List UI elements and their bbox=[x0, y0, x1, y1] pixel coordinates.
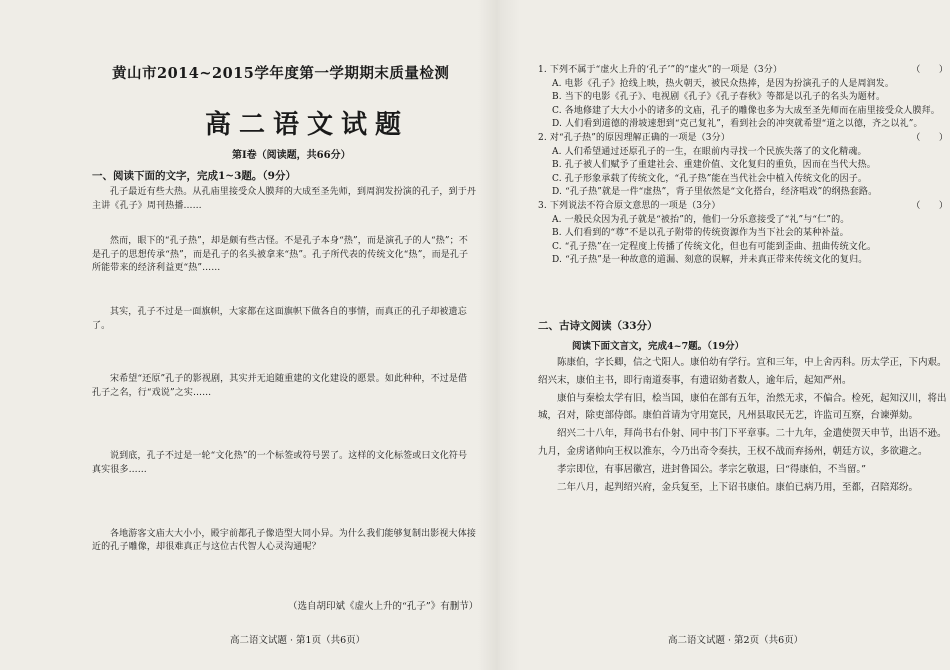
option: C. 各地修建了大大小小的诸多的文庙，孔子的雕像也多为大成至圣先师而在庙里接受众人膜拜。 bbox=[552, 105, 940, 116]
option: A. 一般民众因为孔子就是“被抬”的，他们一分乐意接受了“礼”与“仁”的。 bbox=[552, 214, 850, 225]
paragraph: 其实，孔子不过是一面旗帜，大家都在这面旗帜下做各自的事情，而真正的孔子却被遗忘了。 bbox=[92, 306, 467, 331]
section-heading: 一、阅读下面的文字，完成1~3题。（9分） bbox=[92, 170, 296, 182]
option: D. “孔子热”就是一件“虚热”，背子里依然是“文化搭台，经济唱戏”的纲热套路。 bbox=[552, 187, 878, 198]
paragraph: 二年八月，起判绍兴府，金兵复至，上下诏书康伯。康伯已病乃用，至都，召陪郑纷。 bbox=[557, 481, 919, 493]
page-footer: 高二语文试题 · 第2页（共6页） bbox=[668, 635, 804, 646]
paragraph: 陈康伯，字长卿，信之弋阳人。康伯幼有学行。宣和三年，中上舍丙科。历太学正，下内艰。绍兴末，康伯主书，即行南道奏事，有遗诏劾者数人，逾年后，起知严州。 bbox=[538, 357, 947, 386]
option: C. 孔子形象承载了传统文化，“孔子热”能在当代社会中植入传统文化的因子。 bbox=[552, 173, 868, 184]
option: D. “孔子热”是一种故意的道漏、刻意的误解，并未真正带来传统文化的复归。 bbox=[552, 255, 868, 266]
paragraph: 康伯与秦桧太学有旧，桧当国，康伯在部有五年，治然无求，不偏合。检死，起知汉川，将出城，召对，除吏部侍郎。康伯首请为守用宽民，凡州县取民无艺，许监司互察，台谏弹劾。 bbox=[538, 392, 947, 422]
reading-passage bbox=[92, 186, 476, 555]
paragraph: 宋希望“还原”孔子的影视剧，其实并无追随重建的文化建设的愿景。如此种种，不过是借孔子之名，行“戏说”之实…… bbox=[92, 374, 468, 398]
questions-block bbox=[538, 64, 948, 268]
option: B. 当下的电影《孔子》、电视剧《孔子》《孔子春秋》等都是以孔子的名头为题材。 bbox=[552, 92, 886, 103]
option: A. 人们希望通过还原孔子的一生，在眼前内寻找一个民族失落了的文化精魂。 bbox=[552, 146, 867, 157]
question-2: 2. 对“孔子热”的原因理解正确的一项是（3分） （ ） bbox=[538, 132, 948, 143]
page-title: 高二语文试题 bbox=[205, 110, 410, 140]
option: B. 孔子被人们赋予了重建社会、重建价值、文化复归的重负，因而在当代大热。 bbox=[552, 160, 876, 171]
question-3: 3. 下列说法不符合原文意思的一项是（3分） （ ） bbox=[538, 200, 948, 211]
paragraph: 各地游客文庙大大小小，殿宇前都孔子像造型大同小异。为什么我们能够复制出影视大体接近的孔子雕像，却很难真正与这位古代智人心灵沟通呢？ bbox=[92, 528, 477, 553]
binding-gutter bbox=[478, 0, 520, 670]
paragraph: 绍兴二十八年，拜尚书右仆射、同中书门下平章事。二十九年，金遣使贺天申节，出语不逊。九月，金虏诸帅向王权以淮东，今乃出奇令奏扶，王权不战而弃扬州，朝廷方议，多欲避之。 bbox=[538, 428, 947, 457]
paragraph: 孝宗即位，有事居徽宫，进封鲁国公。孝宗乞敬退，曰“得康伯，不当留。” bbox=[557, 463, 866, 475]
volume-heading: 第Ⅰ卷（阅读题，共66分） bbox=[232, 150, 351, 161]
paragraph: 说到底，孔子不过是一轮“文化热”的一个标签或符号罢了。这样的文化标签或曰文化符号真实很多…… bbox=[92, 451, 468, 475]
section-heading: 二、古诗文阅读（33分） bbox=[538, 320, 658, 332]
classical-passage bbox=[538, 354, 948, 496]
question-1: 1. 下列不属于“虚火上升的‘孔子’”的“虚火”的一项是（3分） （ ） bbox=[538, 65, 948, 75]
option: C. “孔子热”在一定程度上传播了传统文化，但也有可能到歪曲、扭曲传统文化。 bbox=[552, 241, 877, 252]
paragraph: 然而，眼下的“孔子热”，却是颇有些古怪。不是孔子本身“热”，而是演孔子的人“热”；不是孔子的思想传承“热”，而是孔子的名头被拿来“热”。孔子所代表的传统文化“热”，而是孔子所能带来的经济利益更“热”…… bbox=[92, 236, 469, 274]
option: B. 人们看到的“尊”不是以孔子附带的传统资源作为当下社会的某种补益。 bbox=[552, 228, 849, 239]
page-footer: 高二语文试题 · 第1页（共6页） bbox=[230, 635, 366, 646]
source-note: （选自胡印斌《虚火上升的“孔子”》有删节） bbox=[288, 601, 478, 612]
page-2 bbox=[520, 0, 950, 670]
paragraph: 孔子最近有些大热。从孔庙里接受众人膜拜的大成至圣先师，到周润发扮演的孔子，到于丹主讲《孔子》周刊热播…… bbox=[92, 187, 477, 211]
subsection-heading: 阅读下面文言文，完成4~7题。（19分） bbox=[572, 341, 745, 352]
option: A. 电影《孔子》抢线上映，热火朝天，被民众热捧，是因为扮演孔子的人是周润发。 bbox=[552, 78, 895, 89]
exam-header: 黄山市2014~2015学年度第一学期期末质量检测 bbox=[112, 65, 450, 82]
option: D. 人们看到道德的滑坡速想到“克己复礼”，看到社会的冲突就希望“道之以德，齐之以礼”。 bbox=[552, 119, 923, 130]
